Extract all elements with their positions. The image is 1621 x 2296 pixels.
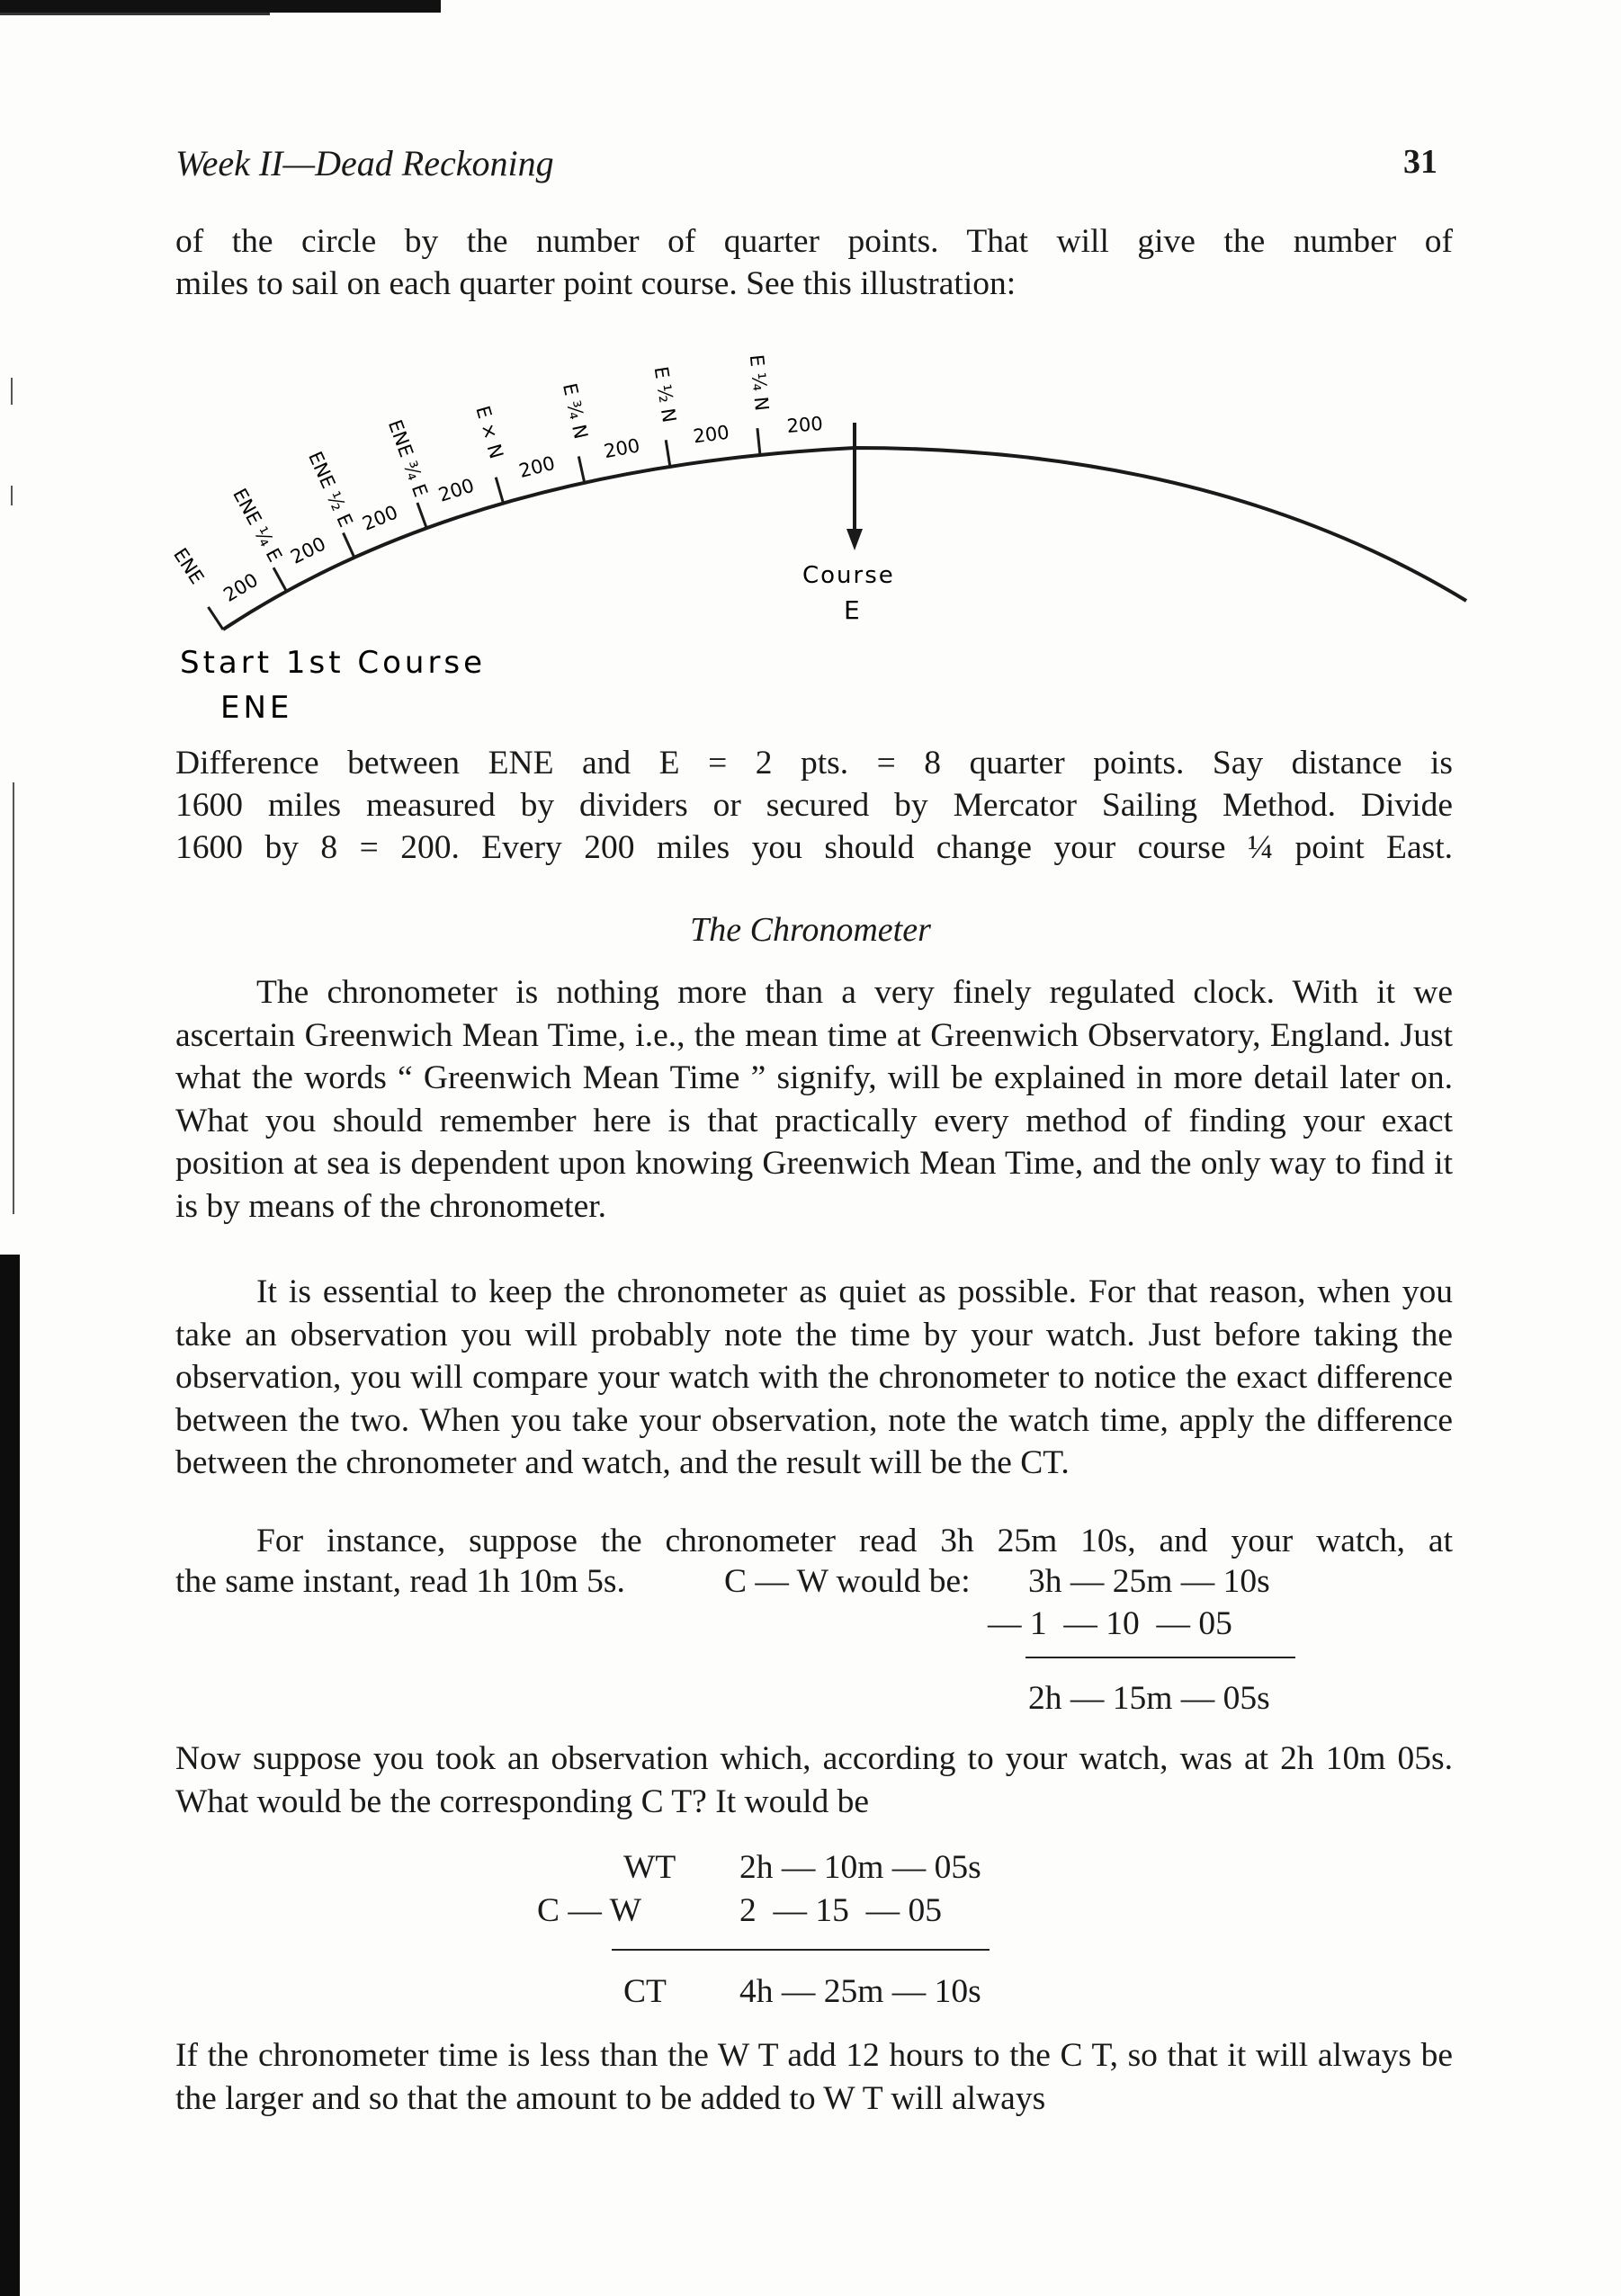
running-title: Week II—Dead Reckoning xyxy=(175,143,554,183)
course-change-tick xyxy=(666,440,670,467)
scan-edge-left xyxy=(0,1255,20,2296)
paragraph-5: If the chronometer time is less than the W T add 12 hours to the C T, so that it will always be the larger and so that the amount to be added to W T will always xyxy=(175,2037,1453,2117)
calc2-value-2: 2 — 15 — 05 xyxy=(739,1892,942,1929)
course-change-tick xyxy=(496,478,503,504)
course-label: ENE ½ E xyxy=(304,448,357,531)
calc1-result: 2h — 15m — 05s xyxy=(1028,1680,1270,1717)
segment-distance-label: 200 xyxy=(602,434,642,463)
calc2-label-2: C — W xyxy=(537,1892,641,1929)
paragraph-1: The chronometer is nothing more than a very finely regulated clock. With it we ascertain Greenwich Mean Time, i.e., the mean time at Greenwich Observatory, England. Just what the words “ Greenwich Mean Time ” signify, will be explained in more detail later on. What you should remember here is that practically every method of finding your exact position at sea is dependent upon knowing Greenwich Mean Time, and the only way to find it is by means of the chronometer. xyxy=(175,974,1453,1225)
section-title: The Chronometer xyxy=(690,911,931,949)
course-change-tick xyxy=(208,607,223,630)
explain-line-3: 1600 by 8 = 200. Every 200 miles you should change your course ¼ point East. xyxy=(175,829,1453,866)
calc2-rule xyxy=(612,1949,990,1951)
course-label: ENE xyxy=(169,544,209,588)
course-label: E ½ N xyxy=(649,364,681,424)
course-change-tick xyxy=(417,503,426,528)
course-change-tick xyxy=(757,428,760,455)
segment-distance-label: 200 xyxy=(516,451,558,482)
course-change-tick xyxy=(578,456,584,482)
course-change-tick xyxy=(344,533,354,558)
start-label: Start 1st Course xyxy=(180,645,487,681)
segment-distance-label: 200 xyxy=(219,568,262,606)
arrowhead xyxy=(846,529,863,550)
course-label: E ¼ N xyxy=(745,353,773,413)
paragraph-2: It is essential to keep the chronometer as quiet as possible. For that reason, when you take an observation you will probably note the time by your watch. Just before taking the observation, you will compare your watch with the chronometer to notice the exact difference between the two. When you take your observation, note the watch time, apply the difference between the chronometer and watch, and the result will be the CT. xyxy=(175,1273,1453,1481)
start-course: ENE xyxy=(220,690,293,726)
calc1-label: C — W would be: xyxy=(724,1563,971,1600)
calc2-value-1: 2h — 10m — 05s xyxy=(739,1849,981,1886)
intro-line-1: of the circle by the number of quarter points. That will give the number of xyxy=(175,223,1453,260)
segment-distance-label: 200 xyxy=(435,474,478,506)
end-label: Course xyxy=(802,562,895,589)
calc2-label-1: WT xyxy=(623,1849,676,1886)
explain-line-2: 1600 miles measured by dividers or secured by Mercator Sailing Method. Divide xyxy=(175,787,1453,824)
calc2-result-value: 4h — 25m — 10s xyxy=(739,1973,981,2010)
explain-line-1: Difference between ENE and E = 2 pts. = 8 quarter points. Say distance is xyxy=(175,745,1453,782)
course-label: E × N xyxy=(471,403,507,461)
course-illustration xyxy=(0,0,1621,737)
course-label: ENE ¼ E xyxy=(228,485,287,566)
segment-distance-label: 200 xyxy=(287,532,329,568)
paragraph-4: Now suppose you took an observation which, according to your watch, was at 2h 10m 05s. What would be the corresponding C T? It would be xyxy=(175,1740,1453,1820)
paragraph-3-line-1: For instance, suppose the chronometer read 3h 25m 10s, and your watch, at xyxy=(256,1523,1453,1559)
course-label: ENE ¾ E xyxy=(383,416,432,500)
calc1-row1: 3h — 25m — 10s xyxy=(1028,1563,1270,1600)
segment-distance-label: 200 xyxy=(692,421,731,448)
paragraph-3-line-2: the same instant, read 1h 10m 5s. xyxy=(175,1563,625,1600)
scan-margin-line xyxy=(13,782,14,1214)
page-number: 31 xyxy=(1403,143,1437,181)
intro-line-2: miles to sail on each quarter point course. See this illustration: xyxy=(175,265,1016,302)
segment-distance-label: 200 xyxy=(785,412,824,437)
calc1-row2: — 1 — 10 — 05 xyxy=(988,1605,1232,1642)
course-change-tick xyxy=(273,567,286,591)
course-label: E ¾ N xyxy=(558,380,592,442)
end-course: E xyxy=(844,595,864,625)
segment-distance-label: 200 xyxy=(359,501,401,535)
calc1-rule xyxy=(1025,1657,1295,1658)
calc2-result-label: CT xyxy=(623,1973,667,2010)
